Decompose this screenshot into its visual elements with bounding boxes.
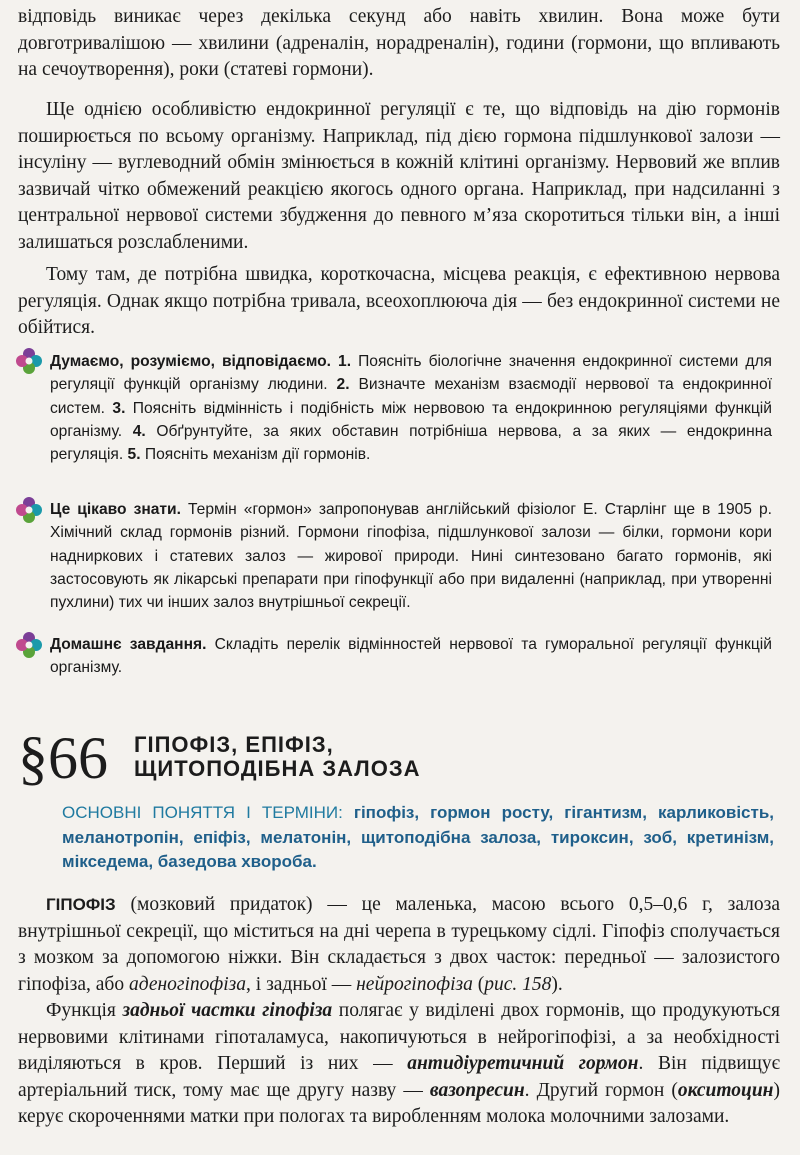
interesting-box	[50, 498, 772, 614]
question-number: 2.	[336, 376, 350, 394]
paragraph-pituitary	[18, 892, 780, 998]
paragraph-global-effect	[18, 97, 780, 257]
paragraph-text: Ще однією особливістю ендокринної регуляції є те, що відповідь на дію гормонів поширюється по всьому організму. Наприклад, під дією гормона підшлункової залози — інсуліну — вуглеводний обмін змінюється в кожній клітині організму. Нервовий же вплив зазвичай чітко обмежений реакцією якогось одного органа. Наприклад, при надсиланні з центральної нервової системи збудження до певного м’яза скоротиться тільки він, а інші залишаться розслабленими.	[18, 99, 780, 253]
flower-icon	[14, 346, 44, 376]
paragraph-text: , і задньої —	[246, 973, 357, 995]
section-title-line: ГІПОФІЗ, ЕПІФІЗ,	[134, 732, 334, 757]
question-2: Визначте механізм взаємодії нервової та ендокринної систем.	[50, 376, 773, 417]
paragraph-text: відповідь виникає через декілька секунд або навіть хвилин. Вона може бути довготривалішою — хвилини (адреналін, норадреналін), години (гормони, що впливають на сечоутворення), роки (статеві гормони).	[18, 6, 780, 81]
paragraph-text: ) керує скороченнями матки при пологах та виробленням молока молочними залозами.	[18, 1079, 780, 1128]
question-1: Поясніть біологічне значення ендокринної системи для регуляції функцій організму людини.	[50, 353, 772, 394]
paragraph-text: (	[472, 973, 485, 995]
flower-icon	[14, 495, 44, 525]
key-terms-list: гіпофіз, гормон росту, гігантизм, карликовість, меланотропін, епіфіз, мелатонін, щитоподібна залоза, тироксин, зоб, кретинізм, мікседема, базедова хвороба.	[62, 803, 774, 871]
key-terms-label: ОСНОВНІ ПОНЯТТЯ І ТЕРМІНИ:	[62, 803, 343, 822]
term-italic: нейрогіпофіза	[356, 973, 473, 995]
term-bold-italic: задньої частки гіпофіза	[122, 1000, 333, 1021]
term-bold-italic: окситоцин	[677, 1079, 774, 1101]
term-italic: аденогіпофіза	[128, 973, 247, 995]
paragraph-text: Функція	[46, 1000, 123, 1021]
questions-heading: Думаємо, розуміємо, відповідаємо.	[50, 353, 332, 370]
paragraph-continued	[18, 4, 780, 84]
interesting-text: Термін «гормон» запропонував англійський фізіолог Е. Старлінг ще в 1905 р. Хімічний склад гормонів різний. Гормони гіпофіза, підшлункової залози — білки, гормони кори надниркових і статевих залоз — жирової природи. Нині синтезовано багато гормонів, які застосовують як лікарські препарати при гіпофункції або при видаленні (наприклад, при утворенні пухлини) тих чи інших залоз внутрішньої секреції.	[50, 501, 772, 612]
paragraph-conclusion	[18, 262, 780, 342]
question-number: 1.	[338, 353, 352, 370]
flower-icon	[14, 630, 44, 660]
paragraph-text: . Він підвищує артеріальний тиск, тому має ще другу назву —	[18, 1053, 780, 1101]
paragraph-text: . Другий гормон (	[524, 1079, 678, 1101]
section-title-line: ЩИТОПОДІБНА ЗАЛОЗА	[134, 756, 421, 781]
paragraph-posterior-lobe	[18, 998, 780, 1131]
paragraph-text: ).	[551, 973, 563, 995]
question-4: Обґрунтуйте, за яких обставин потрібніша нервова, а за яких — ендокринна регуляція.	[50, 422, 772, 464]
section-title	[134, 733, 421, 781]
question-number: 3.	[112, 399, 126, 417]
term-bold-italic: вазопресин	[429, 1079, 525, 1101]
interesting-heading: Це цікаво знати.	[50, 501, 181, 518]
section-number: §66	[18, 725, 108, 791]
paragraph-text: Тому там, де потрібна швидка, короткочасна, місцева реакція, є ефективною нервова регуляція. Однак якщо потрібна тривала, всеохоплююча дія — без ендокринної системи не обійтися.	[18, 264, 780, 339]
paragraph-text: полягає у виділені двох гормонів, що продукуються нервовими клітинами гіпоталамуса, накопичуються в нейрогіпофізі, а за необхідності виділяються в кров. Перший із них —	[18, 1000, 781, 1075]
homework-heading: Домашнє завдання.	[50, 636, 207, 653]
term-pituitary: ГІПОФІЗ	[46, 895, 116, 914]
homework-box	[50, 633, 772, 680]
question-number: 5.	[127, 446, 141, 464]
questions-box	[50, 350, 772, 466]
paragraph-text: (мозковий придаток) — це маленька, масою всього 0,5–0,6 г, залоза внутрішньої секреції, що міститься на дні черепа в турецькому сідлі. Гіпофіз сполучається з мозком за допомогою ніжки. Він складається з двох часток: передньої — залозистого гіпофіза, або	[18, 894, 780, 995]
homework-text: Складіть перелік відмінностей нервової та гуморальної регуляції функцій організму.	[50, 636, 772, 677]
question-3: Поясніть відмінність і подібність між нервовою та ендокринною регуляціями функцій організму.	[50, 399, 772, 440]
question-number: 4.	[132, 422, 146, 440]
term-bold-italic: антидіуретичний гормон	[407, 1053, 639, 1075]
figure-reference: рис. 158	[484, 973, 552, 995]
question-5: Поясніть механізм дії гормонів.	[144, 446, 371, 464]
key-terms	[62, 801, 774, 875]
